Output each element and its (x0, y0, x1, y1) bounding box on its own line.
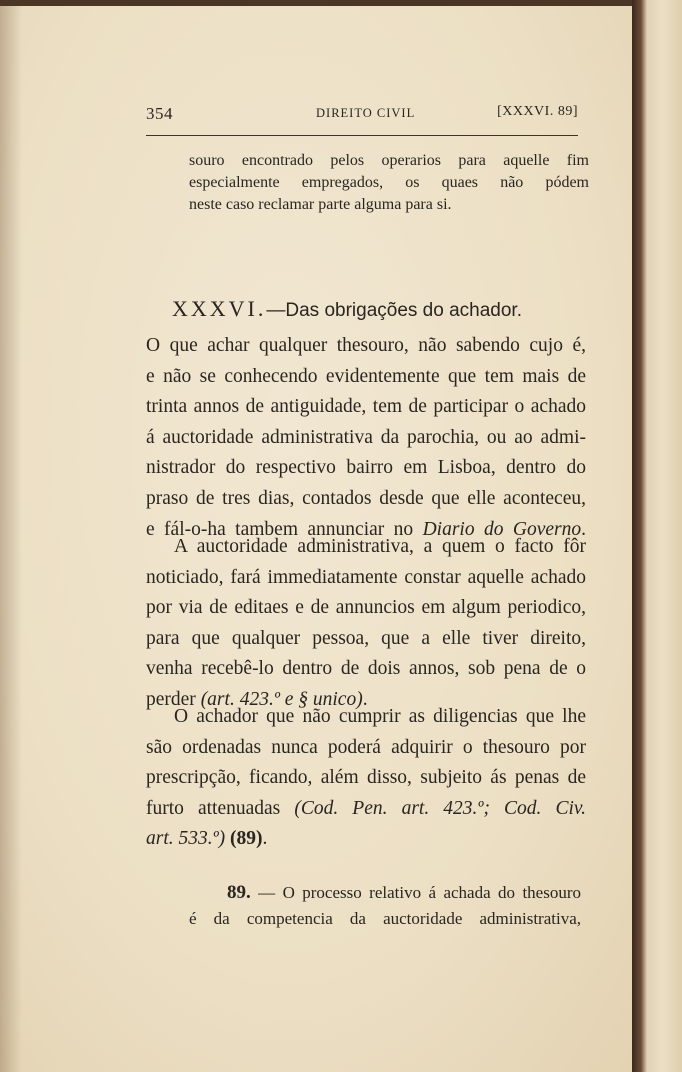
continuation-text (189, 150, 589, 216)
header-rule (146, 135, 578, 136)
text-line: são ordenadas nunca poderá adquirir o thesouro por (146, 736, 586, 758)
running-title: DIREITO CIVIL (316, 106, 416, 120)
text-run: e fál-o-ha tambem annunciar no (146, 518, 423, 540)
text-line: O achador que não cumprir as diligencias que lhe (174, 706, 586, 727)
italic-citation: (Cod. Pen. art. 423.º; Cod. Civ. (294, 797, 586, 819)
text-run: — (250, 883, 283, 902)
facing-page-edge (632, 0, 682, 1072)
italic-title: Diario do Governo (422, 518, 582, 540)
paragraph-2 (146, 532, 586, 716)
footnote-89 (189, 880, 581, 932)
note-reference: (89) (225, 828, 263, 850)
text-run: perder (146, 688, 201, 710)
text-line: neste caso reclamar parte alguma para si. (189, 196, 452, 213)
text-line: para que qualquer pessoa, que a elle tiver direito, (146, 627, 586, 649)
paragraph-1 (146, 331, 586, 545)
italic-citation: (art. 423.º e § unico) (200, 688, 363, 710)
text-run: O processo relativo á achada do thesouro (282, 883, 581, 902)
text-line: praso de tres dias, contados desde que elle aconteceu, (146, 487, 586, 509)
text-line: por via de editaes e de annuncios em algum periodico, (146, 597, 586, 619)
section-dash: — (266, 300, 286, 321)
text-line: O que achar qualquer thesouro, não sabendo cujo é, (146, 335, 586, 356)
page-number: 354 (146, 104, 173, 123)
section-number: XXXVI. (172, 296, 267, 321)
text-line: A auctoridade administrativa, a quem o facto fôr (174, 536, 586, 557)
section-heading (172, 296, 522, 322)
text-run: . (581, 518, 586, 540)
text-line: prescripção, ficando, além disso, subjeito ás penas de (146, 767, 586, 789)
note-number: 89. (227, 882, 251, 903)
text-run: furto attenuadas (146, 797, 295, 819)
text-line (146, 824, 586, 855)
italic-citation: art. 533.º) (146, 828, 226, 850)
text-line: trinta annos de antiguidade, tem de participar o achado (146, 396, 586, 418)
text-line (189, 880, 581, 906)
section-reference: [XXXVI. 89] (497, 104, 578, 119)
text-run: . (262, 828, 268, 850)
text-line (146, 794, 586, 825)
text-line: noticiado, fará immediatamente constar aquelle achado (146, 566, 586, 588)
text-line: venha recebê-lo dentro de dois annos, sob pena de o (146, 658, 586, 680)
section-title: Das obrigações do achador. (285, 300, 522, 321)
paragraph-3 (146, 702, 586, 855)
text-run: . (362, 688, 368, 710)
text-line: é da competencia da auctoridade administrativa, (189, 909, 581, 928)
text-line: e não se conhecendo evidentemente que tem mais de (146, 365, 586, 387)
running-header (146, 104, 578, 130)
text-line: especialmente empregados, os quaes não pódem (189, 174, 589, 191)
text-line: á auctoridade administrativa da parochia, ou ao admi- (146, 426, 586, 448)
text-line: nistrador do respectivo bairro em Lisboa, dentro do (146, 457, 586, 479)
text-line: souro encontrado pelos operarios para aquelle fim (189, 152, 589, 169)
